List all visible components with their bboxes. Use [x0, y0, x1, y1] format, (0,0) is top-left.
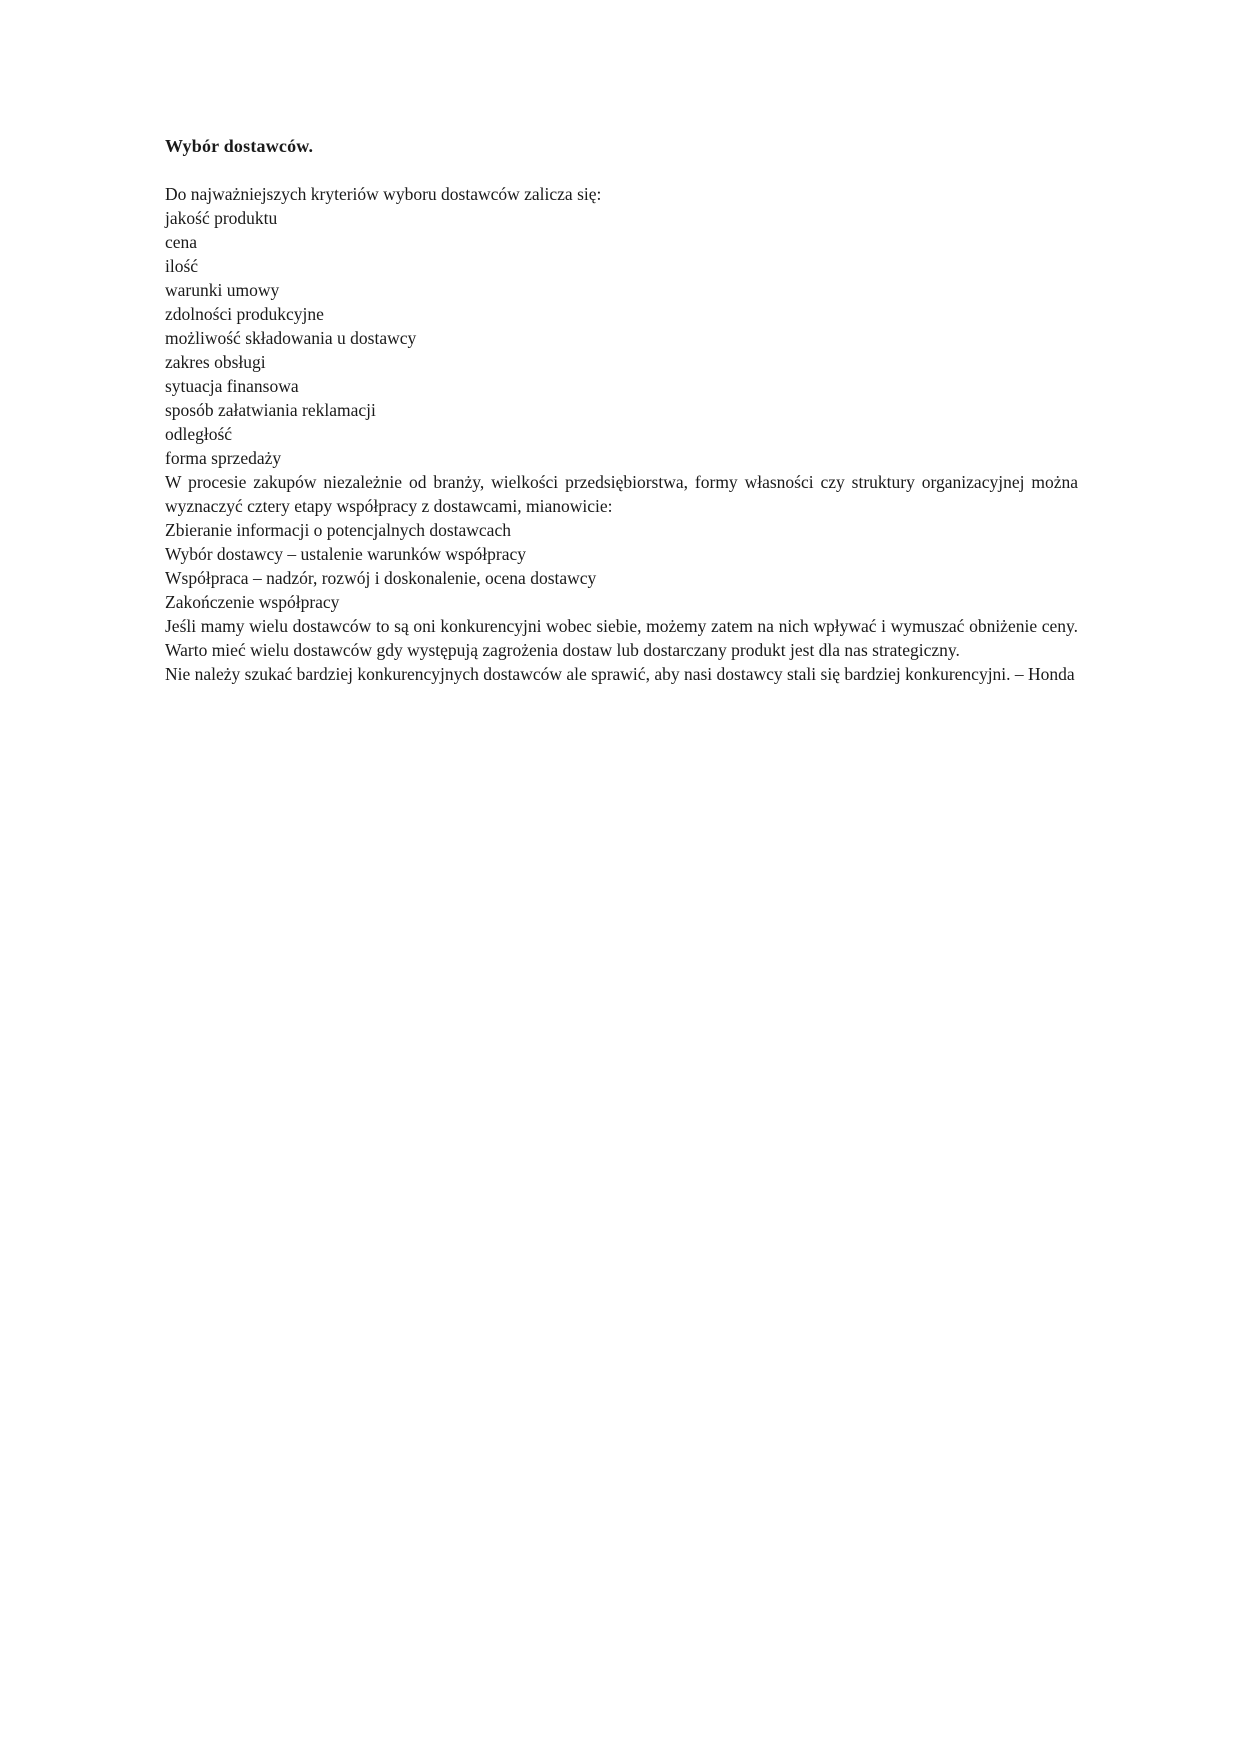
intro-line: Do najważniejszych kryteriów wyboru dostawców zalicza się:	[165, 184, 602, 204]
paragraph-competition: Jeśli mamy wielu dostawców to są oni konkurencyjni wobec siebie, możemy zatem na nich wpływać i wymuszać obniżenie ceny. Warto mieć wielu dostawców gdy występują zagrożenia dostaw lub dostarczany produkt jest dla nas strategiczny.	[165, 616, 1078, 660]
criteria-item: sytuacja finansowa	[165, 376, 299, 396]
stage-item: Zbieranie informacji o potencjalnych dostawcach	[165, 520, 511, 540]
criteria-item: warunki umowy	[165, 280, 280, 300]
stage-item: Zakończenie współpracy	[165, 592, 340, 612]
stage-item: Wybór dostawcy – ustalenie warunków współpracy	[165, 544, 527, 564]
criteria-item: jakość produktu	[165, 208, 278, 228]
criteria-list	[165, 206, 1078, 470]
document-title: Wybór dostawców.	[165, 136, 314, 156]
stage-item: Współpraca – nadzór, rozwój i doskonalenie, ocena dostawcy	[165, 568, 597, 588]
criteria-item: cena	[165, 232, 198, 252]
criteria-item: ilość	[165, 256, 199, 276]
stages-list	[165, 518, 1078, 614]
paragraph-honda: Nie należy szukać bardziej konkurencyjnych dostawców ale sprawić, aby nasi dostawcy stali się bardziej konkurencyjni. – Honda	[165, 664, 1075, 684]
paragraph-stages-intro: W procesie zakupów niezależnie od branży, wielkości przedsiębiorstwa, formy własności czy struktury organizacyjnej można wyznaczyć cztery etapy współpracy z dostawcami, mianowicie:	[165, 472, 1078, 516]
criteria-item: zakres obsługi	[165, 352, 266, 372]
criteria-item: zdolności produkcyjne	[165, 304, 324, 324]
criteria-item: możliwość składowania u dostawcy	[165, 328, 417, 348]
criteria-item: odległość	[165, 424, 233, 444]
criteria-item: forma sprzedaży	[165, 448, 282, 468]
criteria-item: sposób załatwiania reklamacji	[165, 400, 376, 420]
